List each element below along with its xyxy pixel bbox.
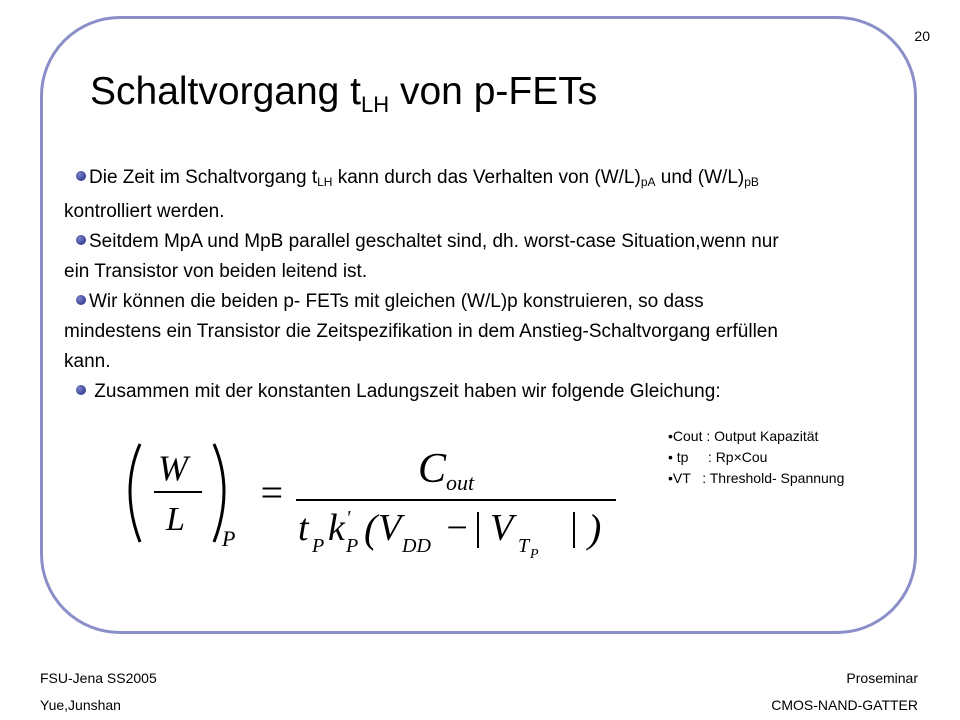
- footer-course: FSU-Jena SS2005: [40, 670, 157, 686]
- legend-item-tp: • tp : Rp×Cou: [668, 449, 768, 465]
- formula-t-subscript: P: [312, 535, 325, 557]
- formula-close-paren: ): [588, 506, 602, 551]
- formula-out: out: [446, 470, 475, 495]
- formula-equals: =: [258, 470, 285, 515]
- formula-t-sub: T: [518, 535, 530, 557]
- footer-topic: CMOS-NAND-GATTER: [771, 697, 918, 713]
- formula: [118, 430, 628, 585]
- formula-minus: −: [444, 507, 470, 549]
- bullet-dot-icon: [76, 171, 86, 181]
- formula-v-t: V: [490, 507, 514, 549]
- left-paren-open: [130, 444, 140, 542]
- formula-t: t: [298, 507, 309, 549]
- bullet-item: Die Zeit im Schaltvorgang $t_{LH}$ kann durch das Verhalten von $(W/L)_{pA}$ und $(W/L)_{pB}$ kontrolliert werden.: [64, 167, 759, 222]
- formula-p-subscript: P: [222, 526, 236, 551]
- formula-k: k: [328, 507, 345, 549]
- legend-item-vt: •VT : Threshold- Spannung: [668, 470, 845, 486]
- bullet-item: Zusammen mit der konstanten Ladungszeit haben wir folgende Gleichung:: [64, 377, 804, 407]
- formula-c: C: [418, 446, 447, 492]
- formula-prime: ': [346, 507, 351, 529]
- bullet-item: Seitdem MpA und MpB parallel geschaltet sind, dh. worst-case Situation,wenn nur ein Transistor von beiden leitend ist.: [64, 231, 779, 282]
- slide-title: Schaltvorgang $t_{LH}$ von p-FETs: [90, 70, 598, 117]
- formula-open-paren: (: [364, 506, 378, 551]
- bullet-dot-icon: [76, 385, 86, 395]
- formula-l: L: [166, 501, 185, 538]
- footer-seminar: Proseminar: [846, 670, 918, 686]
- legend: [668, 426, 844, 489]
- bullet-list: [64, 163, 804, 407]
- formula-w: W: [158, 448, 188, 488]
- formula-v-dd: V: [378, 507, 402, 549]
- formula-dd: DD: [402, 535, 431, 557]
- bullet-item: Wir können die beiden p- FETs mit gleichen (W/L)p konstruieren, so dass mindestens ein Transistor die Zeitspezifikation in dem Anstieg-Schaltvorgang erfüllen kann.: [64, 291, 778, 372]
- bullet-dot-icon: [76, 295, 86, 305]
- formula-t-sub-p: P: [530, 547, 539, 562]
- bullet-dot-icon: [76, 235, 86, 245]
- formula-k-subscript: P: [346, 535, 359, 557]
- legend-item-cout: •Cout : Output Kapazität: [668, 428, 819, 444]
- footer-author: Yue,Junshan: [40, 697, 121, 713]
- page-number: 20: [914, 28, 930, 44]
